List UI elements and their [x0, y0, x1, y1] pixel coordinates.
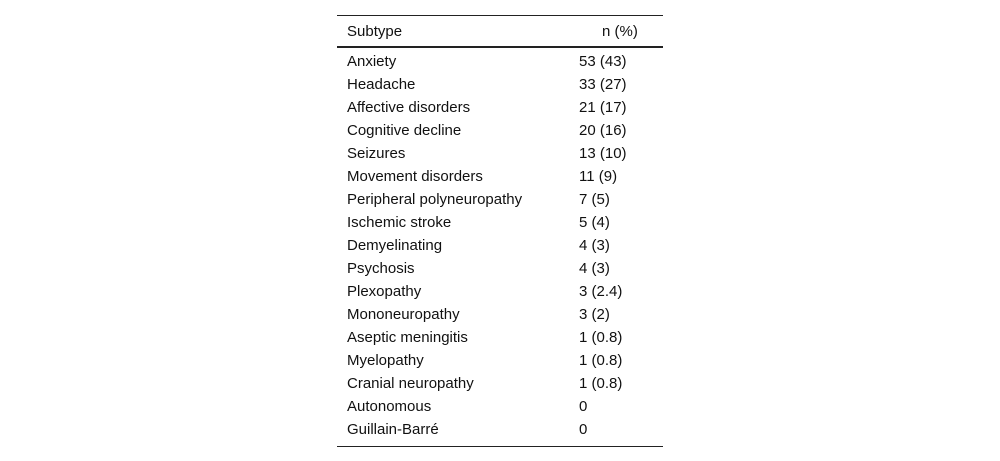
cell-n-percent: 0	[579, 398, 588, 415]
cell-n-percent: 11 (9)	[579, 168, 618, 185]
table-row	[337, 234, 663, 257]
cell-n-percent: 4 (3)	[579, 237, 610, 254]
table-row	[337, 257, 663, 280]
cell-n-percent: 0	[579, 418, 663, 447]
table-header	[337, 16, 663, 48]
cell-subtype: Psychosis	[347, 260, 415, 277]
cell-subtype: Autonomous	[347, 398, 432, 415]
cell-n-percent: 13 (10)	[579, 145, 627, 162]
table-row	[337, 326, 663, 349]
table-row	[337, 211, 663, 234]
cell-n-percent: 1 (0.8)	[579, 375, 623, 392]
cell-n-percent: 53 (43)	[579, 53, 627, 70]
table-row	[337, 47, 663, 73]
cell-subtype: Movement disorders	[347, 168, 483, 185]
cell-n-percent: 7 (5)	[579, 191, 610, 208]
cell-n-percent: 20 (16)	[579, 122, 627, 139]
cell-n-percent: 33 (27)	[579, 76, 627, 93]
table-row	[337, 73, 663, 96]
cell-subtype: Cognitive decline	[347, 122, 462, 139]
subtype-table	[337, 15, 663, 447]
table-body	[337, 47, 663, 447]
cell-subtype: Ischemic stroke	[347, 214, 452, 231]
table-row	[337, 119, 663, 142]
cell-n-percent: 3 (2)	[579, 306, 610, 323]
table-row	[337, 165, 663, 188]
table-row	[337, 96, 663, 119]
cell-subtype: Headache	[347, 76, 416, 93]
cell-subtype: Affective disorders	[347, 99, 471, 116]
cell-subtype: Mononeuropathy	[347, 306, 460, 323]
cell-subtype: Anxiety	[347, 53, 397, 70]
cell-subtype: Demyelinating	[347, 237, 443, 254]
header-row	[337, 16, 663, 48]
cell-subtype: Myelopathy	[347, 352, 424, 369]
cell-subtype: Peripheral polyneuropathy	[347, 191, 523, 208]
cell-subtype: Guillain-Barré	[337, 418, 579, 447]
cell-n-percent: 4 (3)	[579, 260, 610, 277]
cell-subtype: Seizures	[347, 145, 406, 162]
header-subtype: Subtype	[337, 16, 579, 48]
cell-n-percent: 3 (2.4)	[579, 283, 623, 300]
table-row	[337, 349, 663, 372]
table-row	[337, 188, 663, 211]
table-row	[337, 142, 663, 165]
cell-subtype: Plexopathy	[347, 283, 422, 300]
cell-subtype: Cranial neuropathy	[347, 375, 474, 392]
table-row	[337, 395, 663, 418]
table-row	[337, 372, 663, 395]
header-n-percent: n (%)	[579, 16, 663, 48]
table-row	[337, 280, 663, 303]
subtype-table-container	[337, 15, 663, 447]
cell-n-percent: 1 (0.8)	[579, 329, 623, 346]
table-row	[337, 418, 663, 447]
cell-n-percent: 5 (4)	[579, 214, 610, 231]
cell-n-percent: 21 (17)	[579, 99, 627, 116]
table-row	[337, 303, 663, 326]
cell-subtype: Aseptic meningitis	[347, 329, 468, 346]
cell-n-percent: 1 (0.8)	[579, 352, 623, 369]
